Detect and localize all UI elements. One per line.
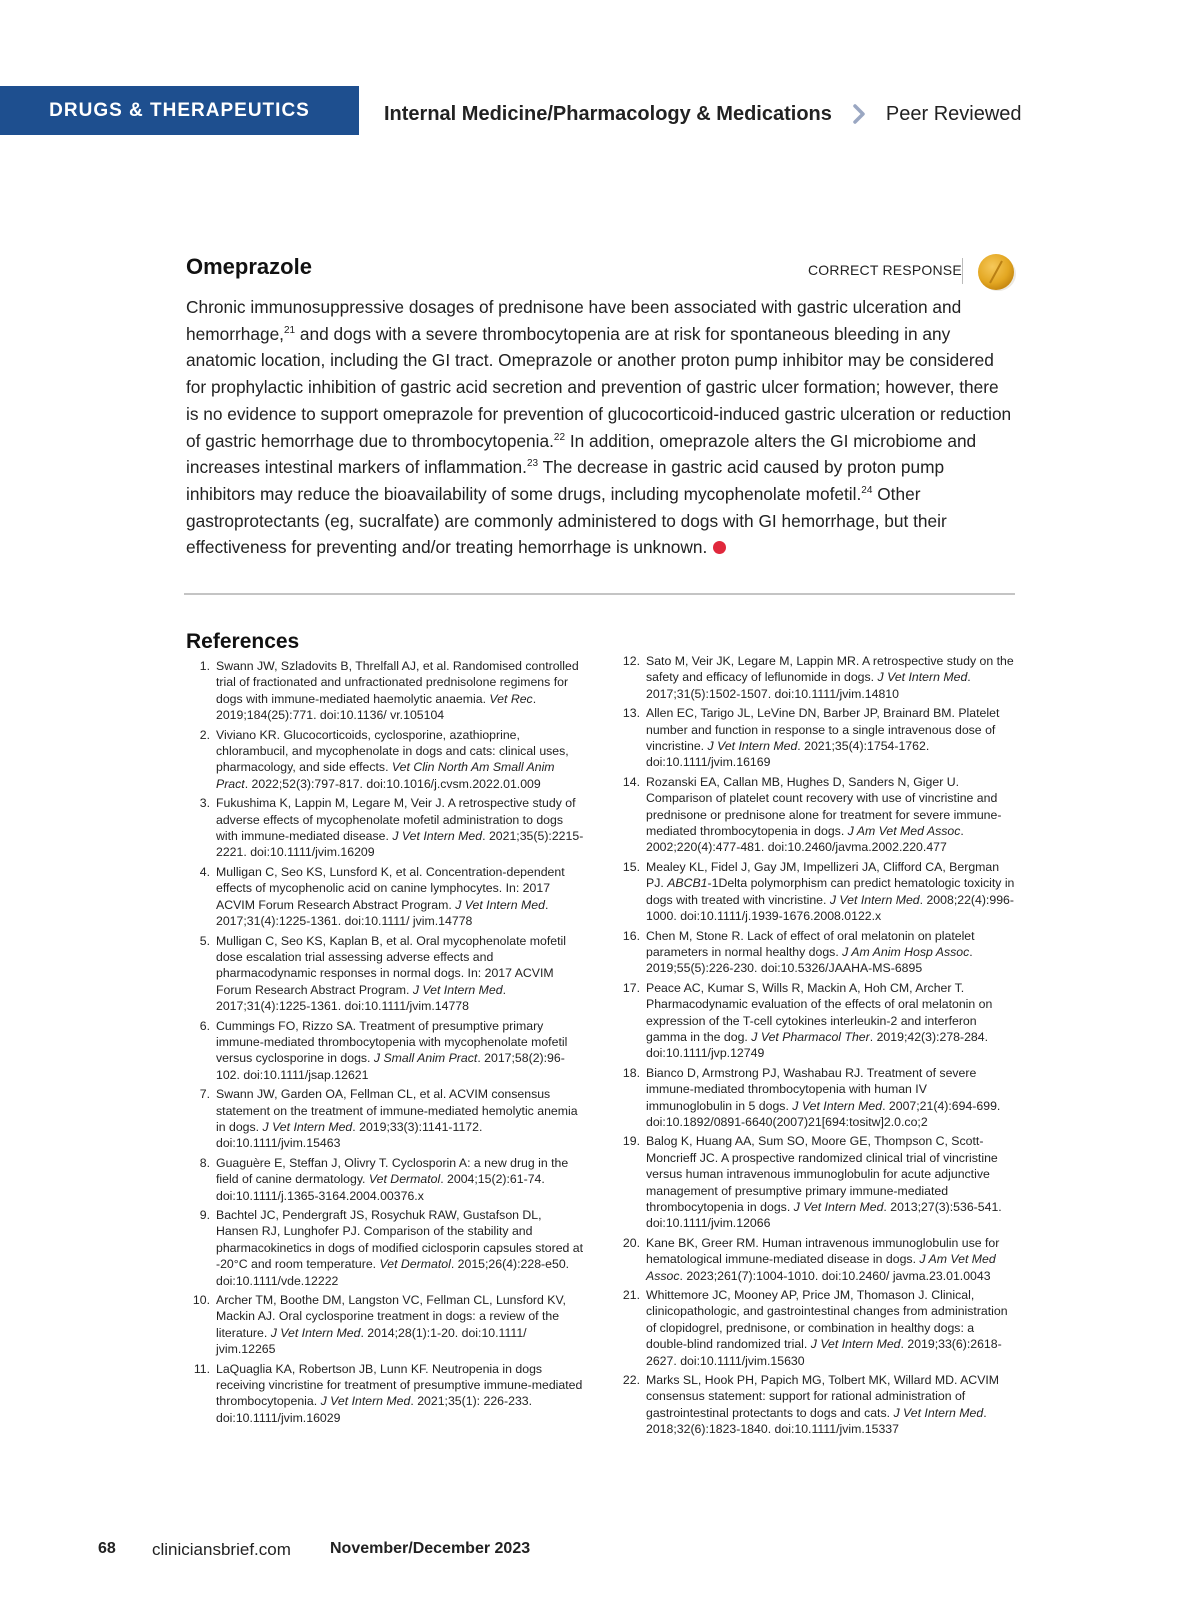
divider [962, 258, 963, 284]
reference-segment: . 2008;22(4):996-1000. doi:10.1111/j.1939-1676.2008.0122.x [646, 892, 1014, 924]
reference-segment: Balog K, Huang AA, Sum SO, Moore GE, Thompson C, Scott-Moncrieff JC. A prospective randomized clinical trial of vincristine versus human intravenous immunoglobulin for acute adjunctive management of presumptive primary immune-mediated thrombocytopenia in dogs. [646, 1134, 998, 1214]
reference-item [186, 1018, 586, 1084]
reference-segment: Chen M, Stone R. Lack of effect of oral melatonin on platelet parameters in normal healthy dogs. [646, 928, 975, 959]
reference-item [616, 653, 1016, 702]
section-banner [0, 86, 359, 135]
reference-number: 5. [199, 933, 210, 948]
reference-number: 11. [193, 1361, 210, 1376]
reference-text [646, 980, 1016, 1062]
reference-segment: Bianco D, Armstrong PJ, Washabau RJ. Treatment of severe immune-mediated thrombocytopenia with human IV immunoglobulin in 5 dogs. [646, 1065, 977, 1113]
reference-item [186, 933, 586, 1015]
reference-item [616, 859, 1016, 925]
chevron-right-icon [848, 103, 870, 125]
journal-title: Vet Dermatol [368, 1172, 441, 1187]
reference-segment: Archer TM, Boothe DM, Langston VC, Fellman CL, Lunsford KV, Mackin AJ. Oral cyclosporine treatment in dogs: a review of the literature. [216, 1293, 566, 1340]
reference-item [186, 1361, 586, 1427]
journal-title: J Vet Intern Med [262, 1119, 353, 1134]
journal-title: J Vet Intern Med [793, 1200, 884, 1214]
journal-title: J Vet Intern Med [893, 1405, 984, 1420]
reference-text [646, 1235, 1016, 1284]
reference-number: 19. [622, 1134, 640, 1149]
reference-item [186, 727, 586, 793]
reference-segment: Fukushima K, Lappin M, Legare M, Veir J. A retrospective study of adverse effects of mycophenolate mofetil administration to dogs with immune-mediated disease. [216, 796, 576, 844]
reference-item [616, 1372, 1016, 1438]
issue-date: November/December 2023 [330, 1540, 531, 1557]
reference-number: 1. [199, 659, 210, 673]
reference-item [186, 864, 586, 930]
journal-title: J Vet Pharmacol Ther [751, 1029, 870, 1044]
citation-superscript: 24 [861, 484, 873, 496]
reference-text [216, 1155, 586, 1204]
references-title: References [186, 630, 300, 653]
reference-number: 16. [622, 928, 640, 943]
reference-segment: Sato M, Veir JK, Legare M, Lappin MR. A retrospective study on the safety and efficacy of leflunomide in dogs. [646, 654, 1014, 685]
end-mark-icon [713, 541, 726, 554]
reference-item [186, 1207, 586, 1289]
reference-segment: . 2018;32(6):1823-1840. doi:10.1111/jvim.15337 [646, 1405, 987, 1437]
references-list-left [186, 658, 586, 1429]
journal-title: ABCB1 [667, 876, 708, 891]
body-text-segment: Other gastroprotectants (eg, sucralfate) are commonly administered to dogs with GI hemorrhage, but their effectiveness for preventing and/or treating hemorrhage is unknown. [186, 483, 947, 558]
reference-number: 14. [622, 774, 640, 789]
journal-title: J Vet Intern Med [810, 1337, 901, 1352]
reference-item [616, 980, 1016, 1062]
reference-segment: Whittemore JC, Mooney AP, Price JM, Thomason J. Clinical, clinicopathologic, and gastrointestinal changes from administration of clopidogrel, prednisone, or combination in healthy dogs: a double-blind randomized trial. [646, 1288, 1008, 1352]
section-label: DRUGS & THERAPEUTICS [49, 99, 310, 121]
reference-item [186, 1086, 586, 1152]
journal-title: J Vet Intern Med [392, 829, 483, 844]
reference-segment: Cummings FO, Rizzo SA. Treatment of presumptive primary immune-mediated thrombocytopenia with mycophenolate mofetil versus cyclosporine in dogs. [216, 1018, 568, 1066]
reference-text [216, 1207, 586, 1289]
reference-text [646, 1065, 1016, 1131]
reference-segment: Mulligan C, Seo KS, Lunsford K, et al. Concentration-dependent effects of mycophenolic acid on canine lymphocytes. In: 2017 ACVIM Forum Research Abstract Program. [216, 864, 565, 912]
journal-title: J Vet Intern Med [877, 670, 968, 685]
reference-number: 3. [199, 796, 210, 811]
reference-segment: . 2017;31(5):1502-1507. doi:10.1111/jvim.14810 [646, 670, 971, 701]
reference-segment: Viviano KR. Glucocorticoids, cyclosporine, azathioprine, chlorambucil, and mycophenolate in dogs and cats: clinical uses, pharmacology, and side effects. [216, 727, 569, 775]
reference-segment: . 2021;35(5):2215-2221. doi:10.1111/jvim.16209 [216, 829, 584, 860]
reference-text [646, 653, 1016, 702]
body-text-segment: and dogs with a severe thrombocytopenia are at risk for spontaneous bleeding in any anatomic location, including the GI tract. Omeprazole or another proton pump inhibitor may be considered for prophylactic inhibition of gastric acid secretion and prevention of gastric ulcer formation; however, there is no evidence to support omeprazole for prevention of glucocorticoid-induced gastric ulceration or reduction of gastric hemorrhage due to thrombocytopenia. [186, 323, 1012, 451]
reference-segment: Bachtel JC, Pendergraft JS, Rosychuk RAW, Gustafson DL, Hansen RJ, Lunghofer PJ. Comparison of the stability and pharmacokinetics in dogs of modified ciclosporin capsules stored at -20°C and room temperature. [216, 1208, 584, 1272]
reference-text [216, 1361, 586, 1427]
reference-segment: . 2019;184(25):771. doi:10.1136/ vr.105104 [216, 691, 537, 723]
reference-segment: . 2019;42(3):278-284. doi:10.1111/jvp.12749 [646, 1029, 989, 1061]
reference-text [216, 864, 586, 930]
reference-segment: . 2023;261(7):1004-1010. doi:10.2460/ javma.23.01.0043 [679, 1268, 991, 1283]
journal-title: J Vet Intern Med [792, 1098, 883, 1113]
section-rule [184, 593, 1015, 595]
citation-superscript: 21 [283, 324, 296, 336]
body-text-segment: In addition, omeprazole alters the GI microbiome and increases intestinal markers of inflammation. [186, 430, 977, 478]
reference-item [186, 1155, 586, 1204]
reference-number: 21. [622, 1288, 640, 1303]
reference-item [616, 705, 1016, 771]
reference-segment: Mealey KL, Fidel J, Gay JM, Impellizeri JA, Clifford CA, Bergman PJ. [646, 859, 1000, 891]
reference-text [646, 1372, 1016, 1438]
journal-title: J Vet Intern Med [829, 892, 920, 907]
reference-number: 8. [199, 1155, 210, 1170]
site-name: cliniciansbrief.com [152, 1540, 291, 1559]
reference-segment: Kane BK, Greer RM. Human intravenous immunoglobulin use for hematological immune-mediated disease in dogs. [646, 1235, 1000, 1267]
body-text-segment: The decrease in gastric acid caused by proton pump inhibitors may reduce the bioavailability of some drugs, including mycophenolate mofetil. [186, 457, 945, 504]
reference-text [216, 1292, 586, 1358]
reference-segment: . 2019;33(6):2618-2627. doi:10.1111/jvim.15630 [646, 1337, 1002, 1368]
reference-segment: . 2021;35(1): 226-233. doi:10.1111/jvim.16029 [216, 1394, 533, 1425]
answer-body [186, 294, 1012, 561]
journal-title: Vet Dermatol [379, 1257, 451, 1272]
reference-segment: Mulligan C, Seo KS, Kaplan B, et al. Oral mycophenolate mofetil dose escalation trial assessing adverse effects and pharmacodynamic responses in normal dogs. In: 2017 ACVIM Forum Research Abstract Program. [216, 933, 566, 997]
page-number: 68 [98, 1540, 116, 1557]
reference-segment: LaQuaglia KA, Robertson JB, Lunn KF. Neutropenia in dogs receiving vincristine for treatment of presumptive immune-mediated thrombocytopenia. [216, 1361, 583, 1409]
reference-text [216, 1018, 586, 1084]
reference-text [646, 705, 1016, 771]
reference-item [186, 1292, 586, 1358]
reference-segment: . 2017;31(4):1225-1361. doi:10.1111/jvim.14778 [216, 982, 507, 1014]
reference-number: 9. [199, 1208, 210, 1222]
reference-item [616, 1065, 1016, 1131]
peer-reviewed-label: Peer Reviewed [885, 102, 1022, 125]
reference-segment: . 2014;28(1):1-20. doi:10.1111/ jvim.12265 [216, 1325, 527, 1357]
reference-segment: . 2021;35(4):1754-1762. doi:10.1111/jvim.16169 [646, 739, 930, 770]
reference-number: 4. [199, 864, 210, 879]
reference-text [646, 928, 1016, 977]
reference-text [216, 933, 586, 1015]
reference-number: 6. [199, 1018, 210, 1033]
reference-segment: Marks SL, Hook PH, Papich MG, Tolbert MK, Willard MD. ACVIM consensus statement: support for rational administration of gastrointestinal protectants to dogs and cats. [646, 1373, 1000, 1420]
reference-text [646, 1287, 1016, 1369]
reference-number: 2. [199, 727, 210, 742]
reference-number: 20. [622, 1235, 640, 1250]
reference-segment: . 2004;15(2):61-74. doi:10.1111/j.1365-3164.2004.00376.x [216, 1172, 545, 1203]
reference-item [186, 658, 586, 724]
reference-segment: . 2013;27(3):536-541. doi:10.1111/jvim.12066 [646, 1200, 1002, 1231]
reference-item [616, 1287, 1016, 1369]
citation-superscript: 23 [526, 458, 539, 470]
reference-text [646, 774, 1016, 856]
reference-segment: Rozanski EA, Callan MB, Hughes D, Sanders N, Giger U. Comparison of platelet count recovery with use of vincristine and prednisone or prednisone alone for treatment for severe immune-mediated thrombocytopenia in dogs. [646, 774, 1002, 839]
reference-text [216, 727, 586, 793]
reference-text [216, 658, 586, 724]
reference-item [616, 928, 1016, 977]
reference-number: 17. [622, 980, 640, 995]
reference-segment: Swann JW, Garden OA, Fellman CL, et al. ACVIM consensus statement on the treatment of immune-mediated hemolytic anemia in dogs. [216, 1087, 578, 1134]
correct-response-label: CORRECT RESPONSE [808, 262, 962, 278]
reference-segment: . 2019;55(5):226-230. doi:10.5326/JAAHA-MS-6895 [646, 944, 973, 976]
reference-segment: . 2022;52(3):797-817. doi:10.1016/j.cvsm.2022.01.009 [244, 776, 541, 791]
journal-title: J Small Anim Pract [373, 1051, 478, 1066]
reference-segment: . 2015;26(4):228-e50. doi:10.1111/vde.12222 [216, 1257, 570, 1288]
reference-number: 13. [622, 706, 640, 721]
reference-number: 22. [622, 1373, 640, 1388]
reference-segment: . 2002;220(4):477-481. doi:10.2460/javma.2002.220.477 [646, 824, 964, 855]
journal-title: J Vet Intern Med [707, 739, 798, 754]
reference-number: 12. [622, 654, 640, 668]
reference-segment: . 2019;33(3):1141-1172. doi:10.1111/jvim.15463 [216, 1119, 483, 1151]
reference-item [616, 774, 1016, 856]
body-text-segment: Chronic immunosuppressive dosages of prednisone have been associated with gastric ulceration and hemorrhage, [186, 297, 962, 344]
reference-segment: . 2017;58(2):96-102. doi:10.1111/jsap.12621 [216, 1051, 565, 1082]
journal-title: J Am Anim Hosp Assoc [842, 944, 970, 959]
category-label: Internal Medicine/Pharmacology & Medications [384, 102, 832, 125]
reference-number: 15. [622, 859, 640, 874]
journal-title: Vet Rec [489, 691, 533, 706]
reference-number: 7. [199, 1087, 210, 1102]
reference-segment: . 2017;31(4):1225-1361. doi:10.1111/ jvim.14778 [216, 897, 549, 929]
reference-item [186, 795, 586, 861]
reference-text [216, 795, 586, 861]
journal-title: J Vet Intern Med [270, 1325, 361, 1340]
pill-icon [975, 250, 1019, 294]
journal-title: J Vet Intern Med [320, 1394, 411, 1409]
reference-segment: -1Delta polymorphism can predict hematologic toxicity in dogs with treated with vincristine. [646, 876, 1015, 907]
journal-title: J Am Vet Med Assoc [847, 824, 961, 839]
reference-text [216, 1086, 586, 1152]
reference-segment: Peace AC, Kumar S, Wills R, Mackin A, Hoh CM, Archer T. Pharmacodynamic evaluation of the effects of oral melatonin on expression of the T-cell cytokines interleukin-2 and interferon gamma in the dog. [646, 980, 993, 1044]
references-list-right [616, 653, 1016, 1441]
reference-item [616, 1133, 1016, 1231]
journal-title: J Am Vet Med Assoc [646, 1252, 996, 1283]
answer-title: Omeprazole [186, 254, 312, 279]
reference-number: 10. [192, 1293, 210, 1308]
reference-number: 18. [622, 1065, 640, 1080]
journal-title: J Vet Intern Med [412, 982, 503, 997]
journal-title: J Vet Intern Med [455, 897, 545, 912]
breadcrumb [384, 99, 1022, 129]
reference-segment: Allen EC, Tarigo JL, LeVine DN, Barber JP, Brainard BM. Platelet number and function in response to a single intravenous dose of vincristine. [646, 706, 1000, 754]
reference-segment: . 2007;21(4):694-699. doi:10.1892/0891-6640(2007)21[694:tositw]2.0.co;2 [646, 1098, 1001, 1129]
reference-segment: Swann JW, Szladovits B, Threlfall AJ, et al. Randomised controlled trial of fractionated and unfractionated prednisolone regimens for dogs with immune-mediated haemolytic anaemia. [216, 659, 579, 706]
reference-text [646, 1133, 1016, 1231]
reference-segment: Guaguère E, Steffan J, Olivry T. Cyclosporin A: a new drug in the field of canine dermatology. [216, 1155, 569, 1187]
citation-superscript: 22 [553, 431, 566, 443]
reference-text [646, 859, 1016, 925]
reference-item [616, 1235, 1016, 1284]
journal-title: Vet Clin North Am Small Anim Pract [216, 760, 555, 791]
